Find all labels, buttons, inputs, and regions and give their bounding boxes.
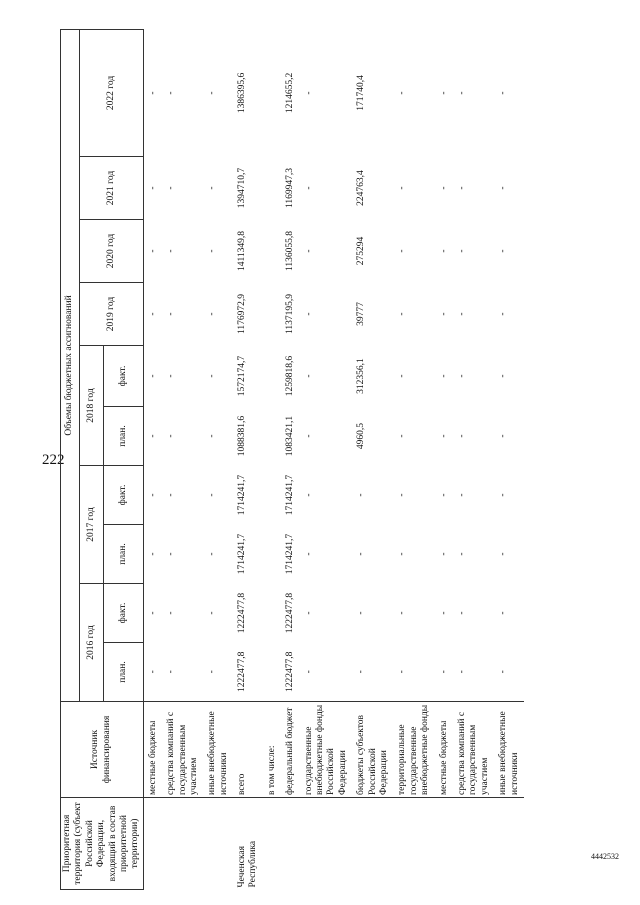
- value-cell: 4960,5: [356, 422, 367, 450]
- table-row: [233, 29, 263, 889]
- value-cell: -: [356, 611, 367, 615]
- value-cell: 39777: [356, 302, 367, 326]
- value-cell: -: [166, 91, 177, 95]
- header-2017-plan: план.: [103, 525, 143, 584]
- value-cell: -: [397, 611, 408, 615]
- value-cell: -: [498, 91, 509, 95]
- value-cell: -: [147, 186, 158, 190]
- value-cell: -: [303, 374, 314, 378]
- value-cell: -: [166, 312, 177, 316]
- value-cell: -: [147, 249, 158, 253]
- value-cell: -: [352, 643, 393, 702]
- territory-cell: [263, 798, 281, 890]
- value-cell: -: [207, 91, 218, 95]
- value-cell: 1083421,1: [285, 415, 296, 457]
- value-cell: -: [207, 434, 218, 438]
- value-cell: 1222477,8: [237, 592, 248, 634]
- value-cell: -: [147, 374, 158, 378]
- territory-cell: [435, 798, 453, 890]
- table-row: [494, 29, 524, 889]
- value-cell: -: [147, 312, 158, 316]
- value-cell: [263, 220, 281, 283]
- source-cell: иные внебюджетные источники: [203, 702, 233, 798]
- value-cell: -: [207, 186, 218, 190]
- header-2016-fact: факт.: [103, 584, 143, 643]
- value-cell: -: [143, 643, 162, 702]
- value-cell: -: [397, 186, 408, 190]
- value-cell: -: [498, 312, 509, 316]
- value-cell: -: [397, 91, 408, 95]
- value-cell: 1572174,7: [237, 355, 248, 397]
- value-cell: 1714241,7: [285, 474, 296, 516]
- territory-cell: [352, 798, 393, 890]
- value-cell: -: [438, 312, 449, 316]
- header-2021: 2021 год: [80, 157, 144, 220]
- value-cell: 171740,4: [356, 75, 367, 111]
- value-cell: -: [166, 434, 177, 438]
- value-cell: -: [397, 312, 408, 316]
- territory-cell: [143, 798, 162, 890]
- value-cell: 1394710,7: [237, 167, 248, 209]
- value-cell: [263, 584, 281, 643]
- value-cell: -: [166, 552, 177, 556]
- header-2016: 2016 год: [80, 584, 104, 702]
- header-2017: 2017 год: [80, 466, 104, 584]
- table-row: [435, 29, 453, 889]
- header-2018-fact: факт.: [103, 346, 143, 407]
- territory-cell: [162, 798, 203, 890]
- value-cell: 1214655,2: [285, 72, 296, 114]
- value-cell: -: [203, 643, 233, 702]
- territory-cell: [203, 798, 233, 890]
- value-cell: -: [356, 552, 367, 556]
- header-territory: Приоритетная территория (субъект Российской Федерации, входящий в состав приоритетной территории): [61, 798, 144, 890]
- value-cell: -: [435, 643, 453, 702]
- source-cell: иные внебюджетные источники: [494, 702, 524, 798]
- document-code: 4442532: [591, 852, 619, 861]
- table-row: [263, 29, 281, 889]
- table-row: [453, 29, 494, 889]
- value-cell: -: [498, 374, 509, 378]
- value-cell: -: [498, 611, 509, 615]
- value-cell: -: [397, 493, 408, 497]
- value-cell: -: [162, 643, 203, 702]
- source-cell: государственные внебюджетные фонды Российской Федерации: [300, 702, 353, 798]
- table-body: [143, 29, 524, 889]
- territory-cell: [453, 798, 494, 890]
- value-cell: -: [498, 186, 509, 190]
- value-cell: -: [456, 611, 467, 615]
- value-cell: -: [303, 91, 314, 95]
- table-row: [300, 29, 353, 889]
- value-cell: -: [438, 186, 449, 190]
- value-cell: 1088381,6: [237, 415, 248, 457]
- value-cell: -: [397, 552, 408, 556]
- value-cell: [263, 157, 281, 220]
- source-cell: местные бюджеты: [435, 702, 453, 798]
- value-cell: 1259818,6: [285, 355, 296, 397]
- value-cell: [263, 525, 281, 584]
- territory-cell: [494, 798, 524, 890]
- page-number: 222: [42, 452, 65, 468]
- value-cell: 1411349,8: [237, 230, 248, 272]
- value-cell: -: [300, 643, 353, 702]
- value-cell: [263, 643, 281, 702]
- value-cell: 1222477,8: [281, 643, 299, 702]
- value-cell: -: [303, 552, 314, 556]
- value-cell: -: [147, 493, 158, 497]
- value-cell: -: [207, 374, 218, 378]
- value-cell: 1137195,9: [285, 293, 296, 335]
- table-row: [162, 29, 203, 889]
- value-cell: [263, 466, 281, 525]
- value-cell: -: [456, 186, 467, 190]
- budget-table: [60, 29, 524, 890]
- source-cell: федеральный бюджет: [281, 702, 299, 798]
- value-cell: -: [303, 434, 314, 438]
- value-cell: -: [438, 611, 449, 615]
- value-cell: -: [147, 434, 158, 438]
- value-cell: -: [207, 552, 218, 556]
- value-cell: -: [456, 493, 467, 497]
- value-cell: -: [438, 552, 449, 556]
- value-cell: -: [207, 493, 218, 497]
- value-cell: -: [207, 312, 218, 316]
- source-cell: территориальные государственные внебюджетные фонды: [393, 702, 434, 798]
- value-cell: -: [147, 611, 158, 615]
- rotated-table-container: [60, 30, 580, 890]
- value-cell: -: [303, 186, 314, 190]
- value-cell: -: [303, 493, 314, 497]
- value-cell: -: [456, 312, 467, 316]
- value-cell: -: [397, 374, 408, 378]
- value-cell: [263, 29, 281, 156]
- value-cell: -: [303, 611, 314, 615]
- value-cell: -: [456, 249, 467, 253]
- header-2019: 2019 год: [80, 283, 144, 346]
- value-cell: 1714241,7: [237, 474, 248, 516]
- value-cell: -: [356, 493, 367, 497]
- value-cell: -: [456, 374, 467, 378]
- header-2020: 2020 год: [80, 220, 144, 283]
- value-cell: 275294: [356, 236, 367, 266]
- value-cell: -: [438, 493, 449, 497]
- value-cell: -: [498, 552, 509, 556]
- value-cell: -: [303, 249, 314, 253]
- value-cell: -: [498, 249, 509, 253]
- value-cell: -: [438, 249, 449, 253]
- header-2018-plan: план.: [103, 407, 143, 466]
- value-cell: [263, 346, 281, 407]
- value-cell: -: [397, 434, 408, 438]
- value-cell: -: [397, 249, 408, 253]
- value-cell: -: [147, 91, 158, 95]
- header-2016-plan: план.: [103, 643, 143, 702]
- table-row: [393, 29, 434, 889]
- value-cell: -: [207, 249, 218, 253]
- value-cell: [263, 407, 281, 466]
- table-row: [281, 29, 299, 889]
- territory-cell: Чеченская Республика: [237, 840, 259, 888]
- source-cell: местные бюджеты: [143, 702, 162, 798]
- source-cell: бюджеты субъектов Российской Федерации: [352, 702, 393, 798]
- value-cell: 1169947,3: [285, 167, 296, 209]
- table-row: [143, 29, 162, 889]
- value-cell: -: [438, 91, 449, 95]
- value-cell: -: [166, 249, 177, 253]
- value-cell: 1222477,8: [233, 643, 263, 702]
- territory-cell: [393, 798, 434, 890]
- value-cell: 312356,1: [356, 358, 367, 394]
- value-cell: 1714241,7: [237, 533, 248, 575]
- value-cell: -: [438, 374, 449, 378]
- value-cell: -: [303, 312, 314, 316]
- territory-cell: [300, 798, 353, 890]
- table-row: [203, 29, 233, 889]
- value-cell: 1714241,7: [285, 533, 296, 575]
- value-cell: -: [393, 643, 434, 702]
- value-cell: -: [166, 611, 177, 615]
- value-cell: -: [456, 552, 467, 556]
- value-cell: -: [456, 91, 467, 95]
- value-cell: 224763,4: [356, 170, 367, 206]
- source-cell: средства компаний с государственным участием: [162, 702, 203, 798]
- value-cell: 1386395,6: [237, 72, 248, 114]
- value-cell: -: [498, 493, 509, 497]
- source-cell: средства компаний с государственным участием: [453, 702, 494, 798]
- table-row: [352, 29, 393, 889]
- value-cell: -: [147, 552, 158, 556]
- header-2017-fact: факт.: [103, 466, 143, 525]
- value-cell: -: [166, 374, 177, 378]
- header-2022: 2022 год: [80, 29, 144, 156]
- header-source: Источник финансирования: [61, 702, 144, 798]
- header-2018: 2018 год: [80, 346, 104, 466]
- value-cell: -: [456, 434, 467, 438]
- value-cell: 1222477,8: [285, 592, 296, 634]
- value-cell: -: [166, 493, 177, 497]
- value-cell: 1136055,8: [285, 230, 296, 272]
- value-cell: -: [166, 186, 177, 190]
- source-cell: в том числе:: [263, 702, 281, 798]
- territory-cell: [281, 798, 299, 890]
- value-cell: -: [494, 643, 524, 702]
- value-cell: -: [453, 643, 494, 702]
- value-cell: [263, 283, 281, 346]
- header-volumes: Объемы бюджетных ассигнований: [61, 29, 80, 701]
- value-cell: -: [498, 434, 509, 438]
- value-cell: -: [438, 434, 449, 438]
- value-cell: 1176972,9: [237, 293, 248, 335]
- source-cell: всего: [233, 702, 263, 798]
- value-cell: -: [207, 611, 218, 615]
